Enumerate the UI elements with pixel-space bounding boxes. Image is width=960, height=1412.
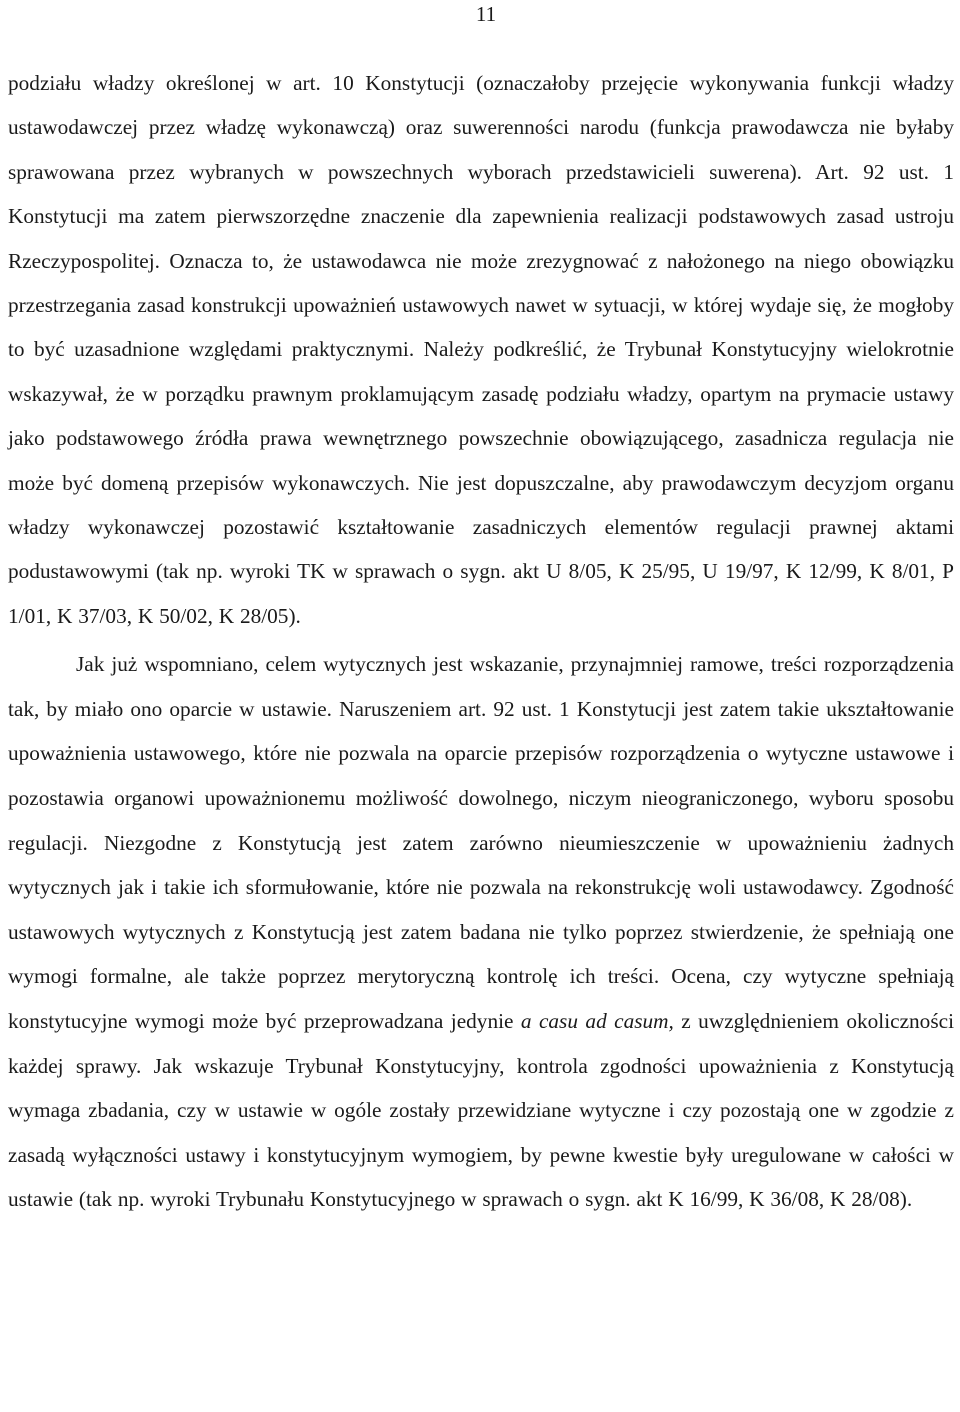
latin-phrase: a casu ad casum, xyxy=(520,1009,674,1034)
paragraph-1: podziału władzy określonej w art. 10 Konstytucji (oznaczałoby przejęcie wykonywania funkcji władzy ustawodawczej przez władzę wykonawczą) oraz suwerenności narodu (funkcja prawodawcza nie byłaby sprawowana przez wybranych w powszechnych wyborach przedstawicieli suwerena). Art. 92 ust. 1 Konstytucji ma zatem pierwszorzędne znaczenie dla zapewnienia realizacji podstawowych zasad ustroju Rzeczypospolitej. Oznacza to, że ustawodawca nie może zrezygnować z nałożonego na niego obowiązku przestrzegania zasad konstrukcji upoważnień ustawowych nawet w sytuacji, w której wydaje się, że mogłoby to być uzasadnione względami praktycznymi. Należy podkreślić, że Trybunał Konstytucyjny wielokrotnie wskazywał, że w porządku prawnym proklamującym zasadę podziału władzy, opartym na prymacie ustawy jako podstawowego źródła prawa wewnętrznego powszechnie obowiązującego, zasadnicza regulacja nie może być domeną przepisów wykonawczych. Nie jest dopuszczalne, aby prawodawczym decyzjom organu władzy wykonawczej pozostawić kształtowanie zasadniczych elementów regulacji prawnej aktami podustawowymi (tak np. wyroki TK w sprawach o sygn. akt U 8/05, K 25/95, U 19/97, K 12/99, K 8/01, P 1/01, K 37/03, K 50/02, K 28/05). xyxy=(8,71,954,628)
document-body xyxy=(8,61,954,1222)
page-number: 11 xyxy=(475,2,497,26)
paragraph-2 xyxy=(8,642,954,1222)
paragraph-2-text-start: Jak już wspomniano, celem wytycznych jest wskazanie, przynajmniej ramowe, treści rozporządzenia tak, by miało ono oparcie w ustawie. Naruszeniem art. 92 ust. 1 Konstytucji jest zatem takie ukształtowanie upoważnienia ustawowego, które nie pozwala na oparcie przepisów rozporządzenia o wytyczne ustawowe i pozostawia organowi upoważnionemu możliwość dowolnego, niczym nieograniczonego, wyboru sposobu regulacji. Niezgodne z Konstytucją jest zatem zarówno nieumieszczenie w upoważnieniu żadnych wytycznych jak i takie ich sformułowanie, które nie pozwala na rekonstrukcję woli ustawodawcy. Zgodność ustawowych wytycznych z Konstytucją jest zatem badana nie tylko poprzez stwierdzenie, że spełniają one wymogi formalne, ale także poprzez merytoryczną kontrolę ich treści. Ocena, czy wytyczne spełniają konstytucyjne wymogi może być przeprowadzana jedynie xyxy=(8,652,954,1034)
paragraph-2-text-end: z uwzględnieniem okoliczności każdej sprawy. Jak wskazuje Trybunał Konstytucyjny, kontrola zgodności upoważnienia z Konstytucją wymaga zbadania, czy w ustawie w ogóle zostały przewidziane wytyczne i czy pozostają one w zgodzie z zasadą wyłączności ustawy i konstytucyjnym wymogiem, by pewne kwestie były uregulowane w całości w ustawie (tak np. wyroki Trybunału Konstytucyjnego w sprawach o sygn. akt K 16/99, K 36/08, K 28/08). xyxy=(8,1009,954,1212)
